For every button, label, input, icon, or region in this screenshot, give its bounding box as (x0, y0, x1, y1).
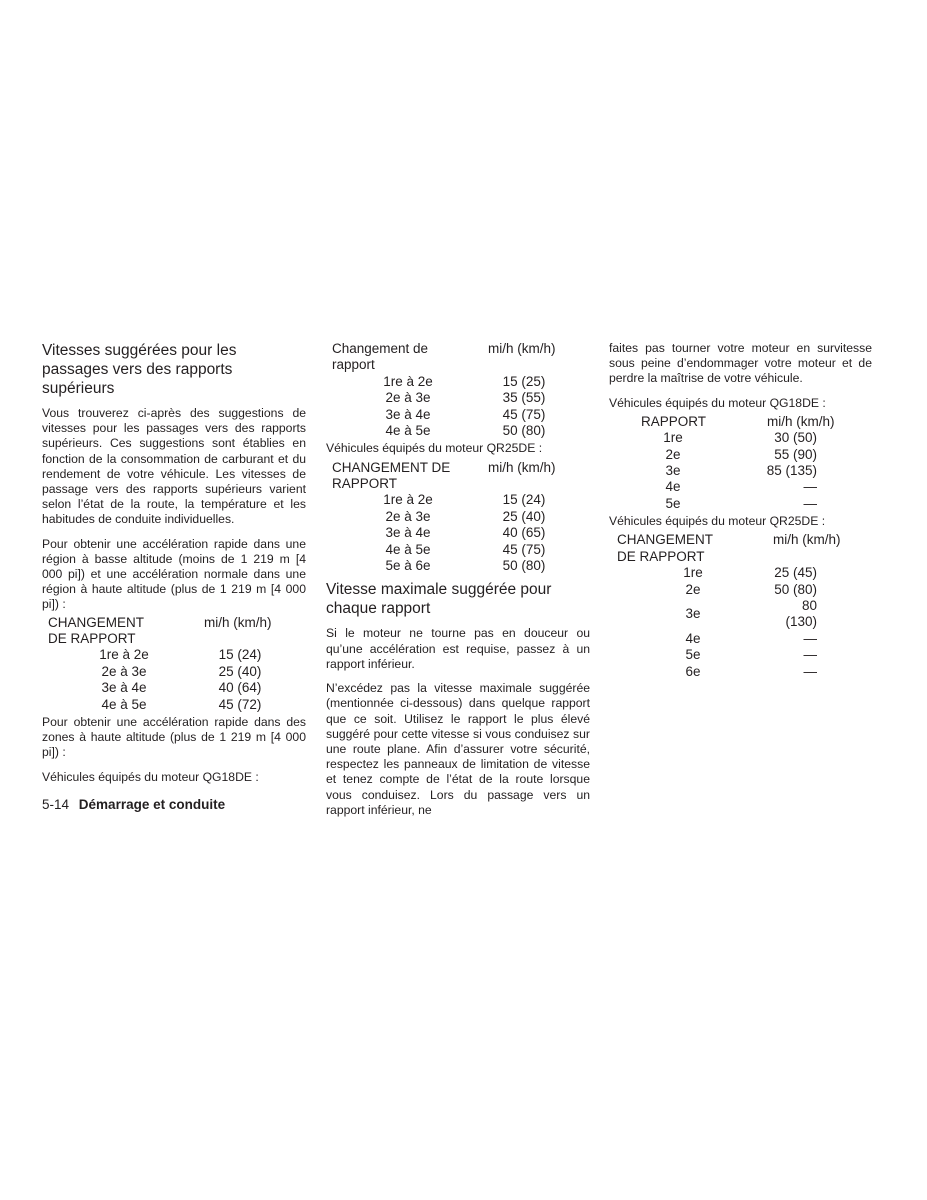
gear-cell: 5e (665, 495, 681, 511)
paragraph-high-altitude: Pour obtenir une accélération rapide dans des zones à haute altitude (plus de 1 219 m [4 000 pi]) : (42, 715, 306, 760)
speed-cell: 45 (75) (502, 541, 546, 557)
table-row (328, 525, 560, 541)
page-footer (42, 797, 225, 812)
gear-cell: 1re (683, 565, 703, 581)
gear-cell: 5e à 6e (385, 558, 431, 574)
gear-cell: 2e à 3e (101, 663, 147, 679)
table-body (328, 374, 560, 440)
table-header-gear: RAPPORT (641, 413, 707, 429)
speed-cell: 35 (55) (502, 390, 546, 406)
speed-cell: 45 (72) (218, 696, 262, 712)
speed-cell: — (803, 479, 817, 495)
page-number: 5-14 (42, 797, 70, 812)
speed-cell: 50 (80) (774, 581, 817, 597)
gear-cell: 4e (685, 630, 701, 646)
table-row (44, 647, 276, 663)
gear-cell: 5e (685, 647, 701, 663)
table-row (613, 430, 843, 446)
speed-cell: — (803, 630, 817, 646)
gear-cell: 3e (685, 606, 701, 622)
gear-cell: 2e à 3e (385, 508, 431, 524)
gear-cell: 4e à 5e (385, 541, 431, 557)
gear-cell: 3e à 4e (385, 525, 431, 541)
gear-cell: 1re à 2e (383, 373, 433, 389)
table-header-gear: CHANGEMENT DE RAPPORT (617, 532, 713, 564)
paragraph-max-speed: N’excédez pas la vitesse maximale suggérée (mentionnée ci-dessous) dans quelque rapport que ce soit. Utilisez le rapport le plus élevé suggéré pour cette vitesse si vous conduisez sur une route plane. Afin d’assurer votre sécurité, respectez les panneaux de limitation de vitesse et tenez compte de l’état de la route lorsque vous conduisez. Lors du passage vers un rapport inférieur, ne (326, 681, 590, 817)
speed-cell: 25 (45) (774, 565, 817, 581)
table-header-speed: mi/h (km/h) (204, 614, 272, 630)
table-header-speed: mi/h (km/h) (488, 459, 556, 475)
table-row (613, 598, 843, 631)
gear-cell: 1re à 2e (99, 647, 149, 663)
table-header-speed: mi/h (km/h) (773, 532, 841, 548)
table-max-speed-qg18de (613, 414, 843, 512)
speed-cell: — (803, 495, 817, 511)
gear-cell: 3e à 4e (101, 680, 147, 696)
speed-cell: 15 (24) (218, 647, 262, 663)
table-row (613, 631, 843, 647)
gear-cell: 1re (663, 430, 683, 446)
gear-cell: 4e (665, 479, 681, 495)
table-header-speed: mi/h (km/h) (767, 413, 835, 429)
gear-cell: 3e (665, 463, 681, 479)
speed-cell: 25 (40) (218, 663, 262, 679)
table-row (613, 479, 843, 495)
table-max-speed-qr25de (613, 532, 843, 680)
speed-cell: 25 (40) (502, 508, 546, 524)
table-row (613, 565, 843, 581)
table-row (328, 492, 560, 508)
table-row (328, 390, 560, 406)
section-title: Démarrage et conduite (78, 797, 226, 812)
speed-cell: 15 (24) (502, 492, 546, 508)
table-row (613, 664, 843, 680)
speed-cell: 45 (75) (502, 406, 546, 422)
gear-cell: 6e (685, 663, 701, 679)
section-heading-upshift: Vitesses suggérées pour les passages vers des rapports supérieurs (42, 342, 237, 397)
table-row (328, 407, 560, 423)
column-1 (42, 341, 306, 788)
table-row (613, 647, 843, 663)
paragraph-intro: Vous trouverez ci-après des suggestions de vitesses pour les passages vers des rapports supérieurs. Ces suggestions sont établies en fonction de la consommation de carburant et du rendement de votre véhicule. Les vitesses de passage vers des rapports supérieurs varient selon l’état de la route, la température et les habitudes de conduite individuelles. (42, 406, 306, 527)
label-engine-qg18de: Véhicules équipés du moteur QG18DE : (609, 395, 826, 410)
speed-cell: 40 (65) (502, 525, 546, 541)
column-2 (326, 341, 590, 827)
table-row (613, 582, 843, 598)
gear-cell: 4e à 5e (385, 423, 431, 439)
table-header-gear: CHANGEMENT DE RAPPORT (48, 614, 144, 647)
speed-cell: — (803, 663, 817, 679)
table-row (328, 509, 560, 525)
speed-cell: 85 (135) (766, 463, 817, 479)
table-row (613, 496, 843, 512)
speed-cell: 40 (64) (218, 680, 262, 696)
section-heading-max-speed: Vitesse maximale suggérée pour chaque rapport (326, 581, 552, 618)
table-header-gear: CHANGEMENT DE RAPPORT (332, 459, 451, 492)
table-row (613, 447, 843, 463)
speed-cell: 80 (130) (785, 598, 817, 630)
gear-cell: 2e (665, 446, 681, 462)
table-low-altitude (44, 615, 276, 713)
table-header-gear: Changement de rapport (332, 341, 429, 373)
gear-cell: 4e à 5e (101, 696, 147, 712)
table-body (613, 565, 843, 680)
table-row (44, 664, 276, 680)
gear-cell: 1re à 2e (383, 492, 433, 508)
table-row (613, 463, 843, 479)
table-row (328, 374, 560, 390)
paragraph-low-altitude: Pour obtenir une accélération rapide dans une région à basse altitude (moins de 1 219 m [4 000 pi]) et une accélération normale dans une région à haute altitude (plus de 1 219 m [4 000 pi]) : (42, 536, 306, 612)
table-body (613, 430, 843, 512)
table-body (44, 647, 276, 713)
table-high-altitude-qr25de (328, 460, 560, 575)
speed-cell: 50 (80) (502, 558, 546, 574)
table-row (44, 697, 276, 713)
label-engine-qg18de: Véhicules équipés du moteur QG18DE : (42, 769, 259, 784)
table-row (328, 558, 560, 574)
speed-cell: 15 (25) (502, 373, 546, 389)
gear-cell: 2e à 3e (385, 390, 431, 406)
label-engine-qr25de: Véhicules équipés du moteur QR25DE : (609, 514, 826, 529)
table-row (328, 423, 560, 439)
speed-cell: 50 (80) (502, 423, 546, 439)
paragraph-downshift: Si le moteur ne tourne pas en douceur ou qu’une accélération est requise, passez à un rapport inférieur. (326, 626, 590, 671)
speed-cell: 55 (90) (774, 446, 817, 462)
speed-cell: 30 (50) (774, 430, 817, 446)
table-row (328, 542, 560, 558)
speed-cell: — (803, 647, 817, 663)
column-3 (609, 341, 872, 682)
table-body (328, 492, 560, 574)
table-row (44, 680, 276, 696)
table-high-altitude-qg18de (328, 341, 560, 439)
gear-cell: 2e (685, 581, 701, 597)
gear-cell: 3e à 4e (385, 406, 431, 422)
label-engine-qr25de: Véhicules équipés du moteur QR25DE : (326, 441, 543, 456)
table-header-speed: mi/h (km/h) (488, 341, 556, 356)
paragraph-overspeed-warning: faites pas tourner votre moteur en survitesse sous peine d’endommager votre moteur et de perdre la maîtrise de votre véhicule. (609, 341, 872, 386)
